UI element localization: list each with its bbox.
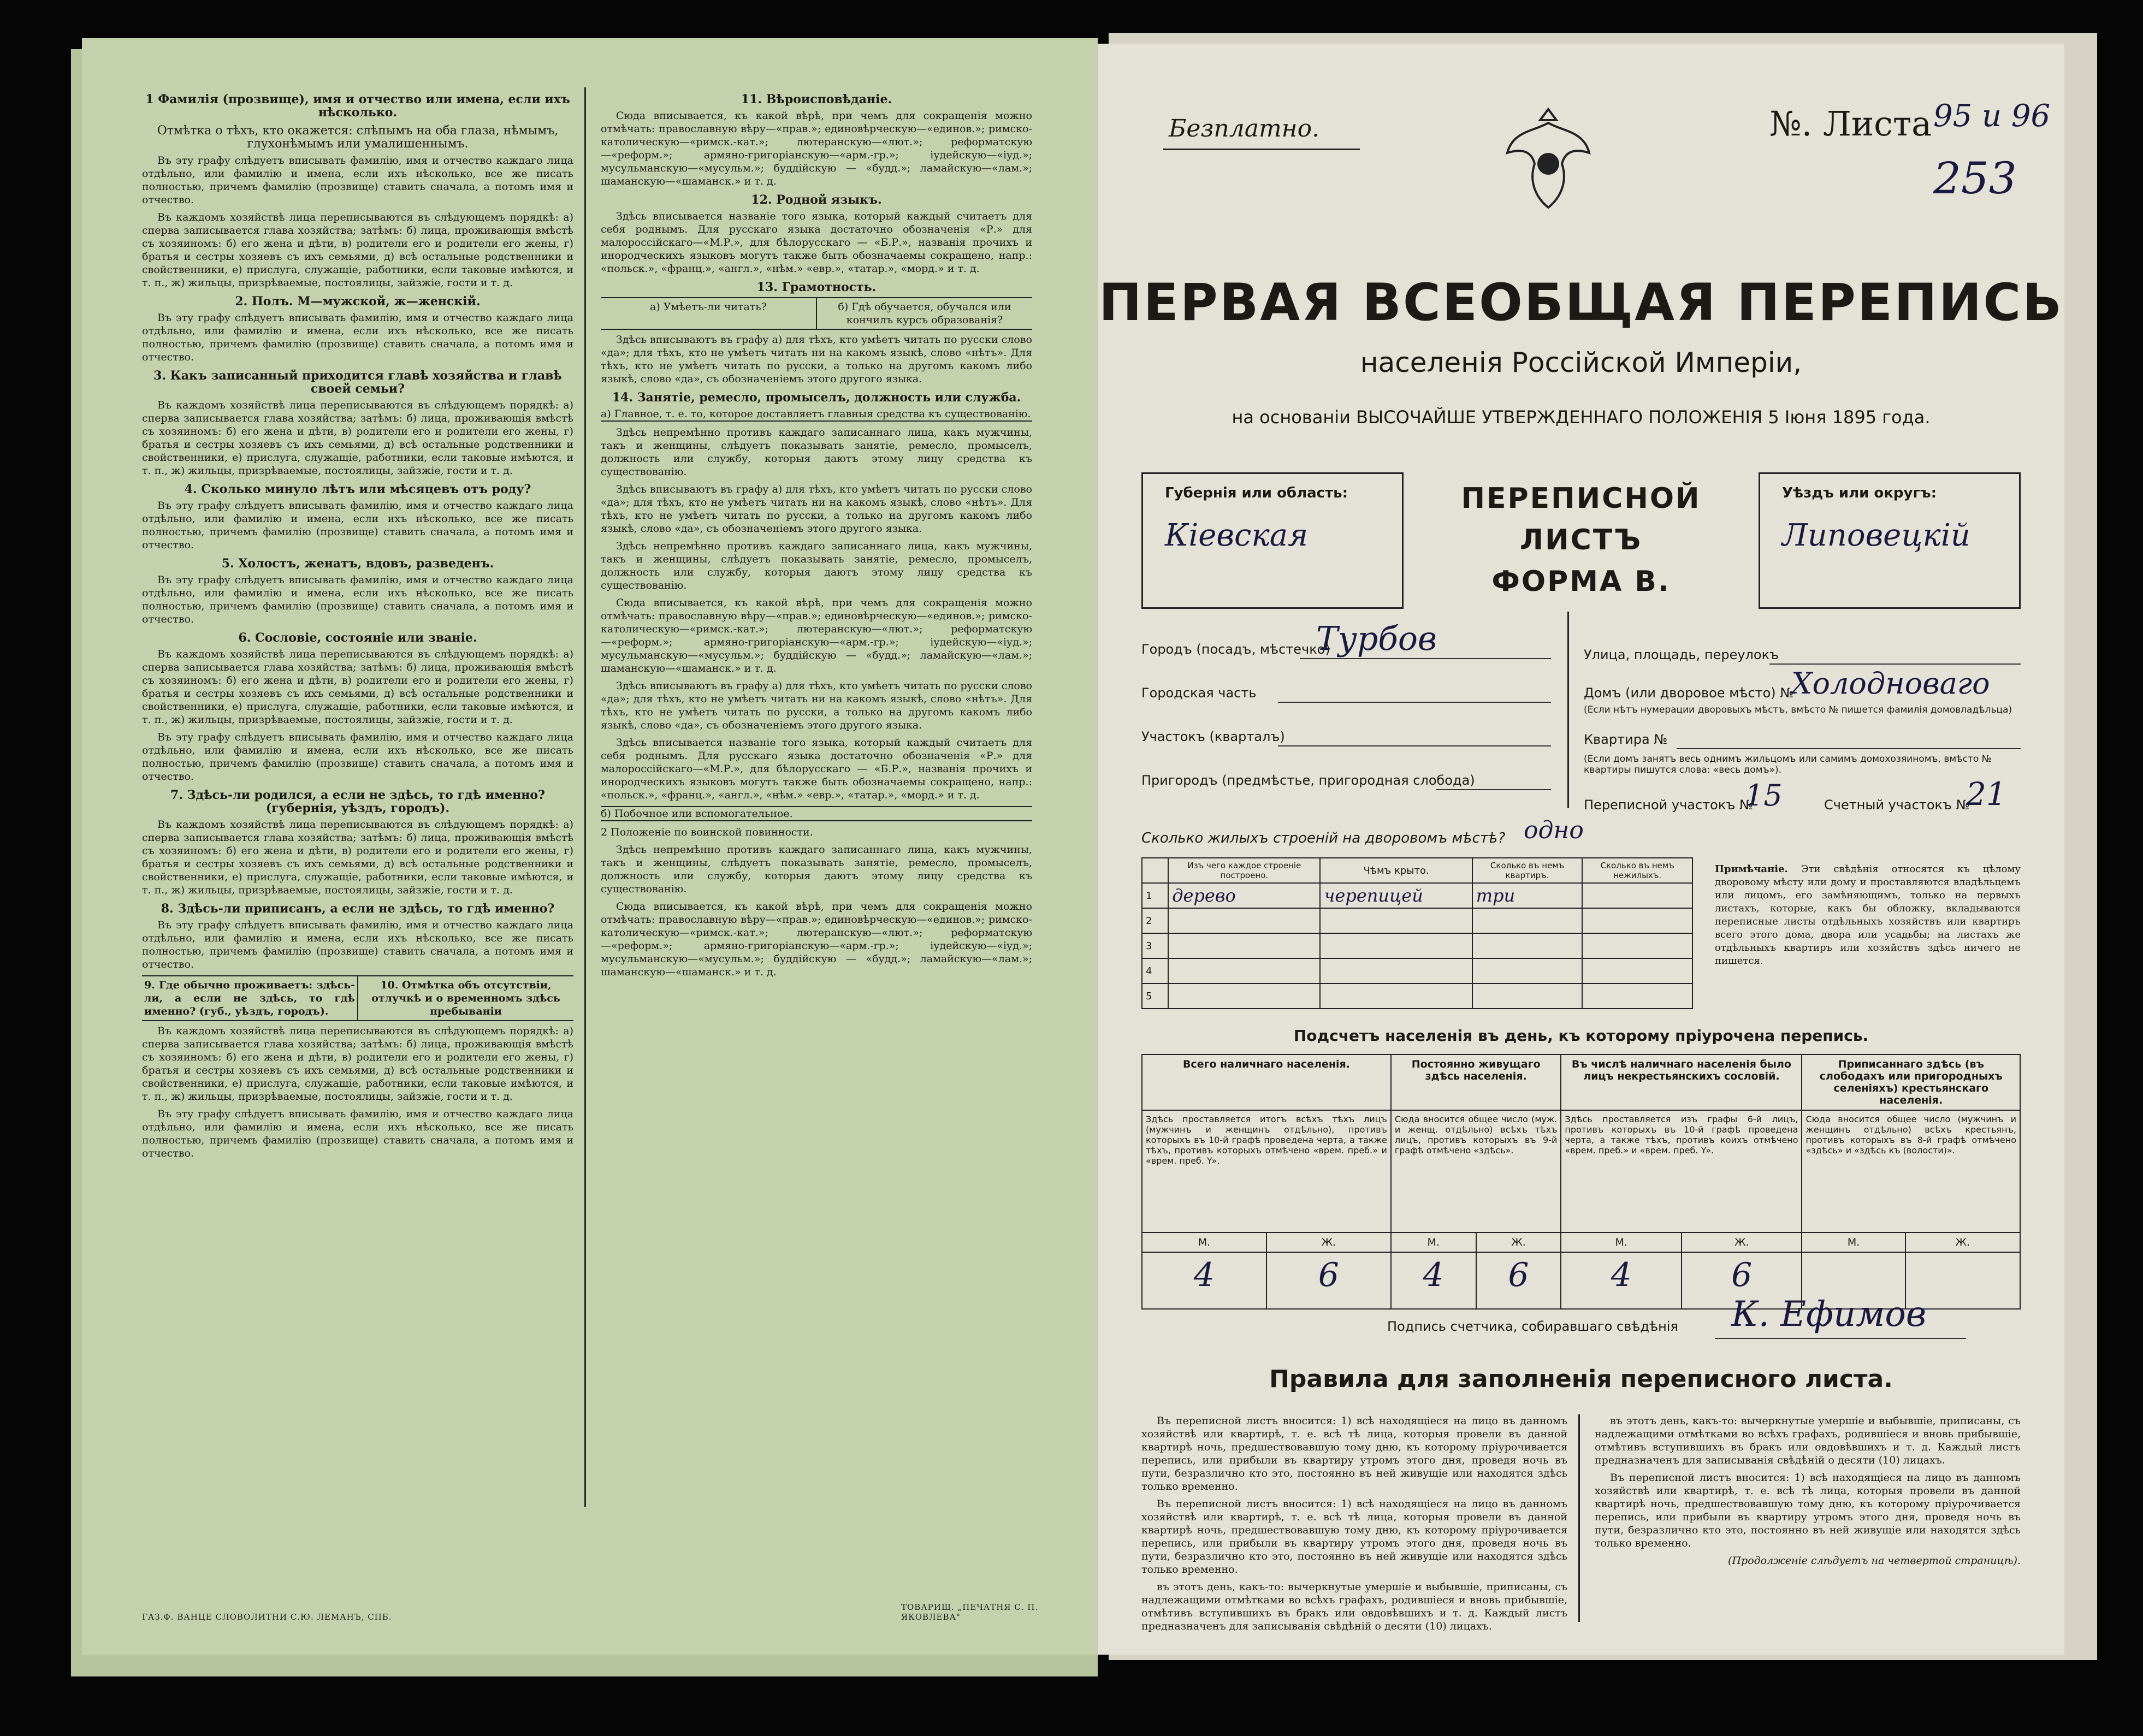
- paragraph: Сюда вписывается, къ какой вѣрѣ, при чемъ для сокращенія можно отмѣчать: православную вѣру—«прав.»; единовѣрческую—«единов.»; римско-католическую—«римск.-кат.»; лютеранскую—«лют.»; реформатскую—«реформ.»; армяно-григоріанскую—«арм.-гр.»; іудейскую—«іуд.»; мусульманскую—«мусульм.»; буддійскую — «будд.»; ламайскую—«лам.»; шаманскую—«шаманск.» и т. д.: [601, 597, 1032, 674]
- uezd-handwritten: Липовецкій: [1782, 518, 1970, 553]
- paragraph: Сюда вписывается, къ какой вѣрѣ, при чемъ для сокращенія можно отмѣчать: православную вѣру—«прав.»; единовѣрческую—«единов.»; римско-католическую—«римск.-кат.»; лютеранскую—«лют.»; реформатскую—«реформ.»; армяно-григоріанскую—«арм.-гр.»; іудейскую—«іуд.»; мусульманскую—«мусульм.»; буддійскую — «будд.»; ламайскую—«лам.»; шаманскую—«шаманск.» и т. д.: [601, 110, 1032, 187]
- paragraph: Сюда вписывается, къ какой вѣрѣ, при чемъ для сокращенія можно отмѣчать: православную вѣру—«прав.»; единовѣрческую—«единов.»; римско-католическую—«римск.-кат.»; лютеранскую—«лют.»; реформатскую—«реформ.»; армяно-григоріанскую—«арм.-гр.»; іудейскую—«іуд.»; мусульманскую—«мусульм.»; буддійскую — «будд.»; ламайскую—«лам.»; шаманскую—«шаманск.» и т. д.: [601, 900, 1032, 978]
- count-cell: 6: [1682, 1252, 1802, 1309]
- female-label: Ж.: [1476, 1233, 1561, 1252]
- left-column-1: [142, 87, 573, 1164]
- left-column-2: [601, 87, 1032, 983]
- bt-header: Сколько въ немъ квартиръ.: [1472, 858, 1583, 883]
- paragraph: Въ эту графу слѣдуетъ вписывать фамилію, имя и отчество каждаго лица отдѣльно, или фамилію и имена, если ихъ нѣсколько, все же писать полностью, причемъ фамилію (прозвище) ставить сначала, а потомъ имя и отчество.: [142, 1108, 573, 1159]
- count-sector-label: Счетный участокъ №: [1824, 797, 1970, 813]
- paragraph: Здѣсь вписывается названіе того языка, который каждый считаетъ для себя роднымъ. Для русскаго языка достаточно обозначенія «Р.» для малороссійскаго—«М.Р.», для бѣлорусскаго — «Б.Р.», названія прочихъ и инородческихъ языковъ могутъ также быть обозначаемы сокращено, напр.: «польск.», «франц.», «англ.», «нѣм.» «евр.», «татар.», «морд.» и т. д.: [601, 210, 1032, 275]
- house-label: Домъ (или дворовое мѣсто) №: [1584, 685, 1794, 701]
- apartment-line: [1677, 748, 2021, 749]
- sector-label: Участокъ (кварталъ): [1141, 729, 1285, 744]
- paragraph: Здѣсь вписываютъ въ графу а) для тѣхъ, кто умѣетъ читать по русски слово «да»; для тѣхъ, кто не умѣетъ читать ни на какомъ языкѣ, слово «нѣтъ». Для тѣхъ, кто не умѣетъ читать по русски, а только на другомъ какомъ либо языкѣ, слово «да», съ обозначеніемъ этого другого языка.: [601, 483, 1032, 535]
- table-row: [1142, 933, 1692, 958]
- rules-paragraph: въ этотъ день, какъ-то: вычеркнутые умершіе и выбывшіе, приписаны, съ надлежащими отмѣтками во всѣхъ графахъ, родившіеся и вновь прибывшіе, отмѣтивъ вступившихъ въ бракъ или овдовѣвшихъ и т. д. Каждый листъ предназначенъ для записыванія свѣдѣній о десяти (10) лицахъ.: [1595, 1415, 2021, 1466]
- apartment-note: (Если домъ занятъ весь однимъ жильцомъ или самимъ домохозяиномъ, вмѣсто № квартиры пишутся слова: «весь домъ»).: [1584, 754, 1992, 775]
- paragraph: Въ эту графу слѣдуетъ вписывать фамилію, имя и отчество каждаго лица отдѣльно, или фамилію и имена, если ихъ нѣсколько, все же писать полностью, причемъ фамилію (прозвище) ставить сначала, а потомъ имя и отчество.: [142, 155, 573, 206]
- population-count-title: Подсчетъ населенія въ день, къ которому пріурочена перепись.: [1293, 1027, 1869, 1045]
- rules-paragraph: Въ переписной листъ вносится: 1) всѣ находящіеся на лицо въ данномъ хозяйствѣ или квартирѣ, т. е. всѣ тѣ лица, которыя провели въ данной квартирѣ ночь, предшествовавшую тому дню, къ которому пріурочивается перепись, или прибыли въ квартиру утромъ этого дня, проведя ночь въ пути, безразлично кто это, постоянно въ ней живущіе или находятся здѣсь только временно.: [1141, 1415, 1567, 1492]
- note-text: Эти свѣдѣнія относятся къ цѣлому дворовому мѣсту или дому и проставляются владѣльцемъ или лицомъ, его замѣняющимъ, только на первыхъ листахъ, которые, какъ бы обложку, вкладываются переписные листы отдѣльныхъ хозяйствъ или квартиръ всего этого дома, двора или усадьбы; на листахъ же отдѣльныхъ квартиръ или хозяйствъ здѣсь ничего не пишется.: [1715, 863, 2021, 967]
- note-title: Примѣчаніе.: [1715, 863, 1788, 875]
- city-part-label: Городская часть: [1141, 685, 1257, 701]
- apartments-cell: три: [1472, 883, 1583, 908]
- heading-5: 5. Холостъ, женатъ, вдовъ, разведенъ.: [221, 556, 494, 571]
- form-title-main: ПЕРЕПИСНОЙ ЛИСТЪ: [1461, 482, 1701, 556]
- heading-14: 14. Занятіе, ремесло, промыселъ, должность или служба.: [612, 390, 1021, 405]
- heading-3: 3. Какъ записанный приходится главѣ хозяйства и главѣ своей семьи?: [153, 369, 562, 396]
- heading-14a: а) Главное, т. е. то, которое доставляетъ главныя средства къ существованію.: [601, 407, 1032, 422]
- buildings-table: [1141, 857, 1693, 1009]
- left-page: [82, 38, 1098, 1655]
- population-count-table: [1141, 1054, 2021, 1310]
- paragraph: Здѣсь вписываютъ въ графу а) для тѣхъ, кто умѣетъ читать по русски слово «да»; для тѣхъ, кто не умѣетъ читать ни на какомъ языкѣ, слово «нѣтъ». Для тѣхъ, кто не умѣетъ читать по русски, а только на другомъ какомъ либо языкѣ, слово «да», съ обозначеніемъ этого другого языка.: [601, 334, 1032, 385]
- paragraph: Въ каждомъ хозяйствѣ лица переписываются въ слѣдующемъ порядкѣ: а) сперва записывается глава хозяйства; затѣмъ: б) лица, проживающія вмѣстѣ съ хозяиномъ: б) его жена и дѣти, в) родители его и родители его жены, г) братья и сестры хозяевъ съ ихъ семьями, д) всѣ остальные родственники и свойственники, е) прислуга, служащіе, работники, если таковые имѣются, и т. п., ж) жильцы, призрѣваемые, постоялицы, зайзжіе, гости и т. д.: [142, 1025, 573, 1103]
- paragraph: Здѣсь непремѣнно противъ каждаго записаннаго лица, какъ мужчины, такъ и женщины, слѣдуетъ показывать занятіе, ремесло, промыселъ, должность или службу, которыя даютъ этому лицу средства къ существованію.: [601, 540, 1032, 591]
- heading-12: 12. Родной языкъ.: [751, 193, 882, 207]
- female-label: Ж.: [1682, 1233, 1802, 1252]
- uezd-label: Уѣздъ или округъ:: [1782, 485, 1937, 501]
- row-number: 5: [1142, 983, 1168, 1009]
- heading-1b: Отмѣтка о тѣхъ, кто окажется: слѣпымъ на оба глаза, нѣмымъ, глухонѣмымъ или умалишеннымъ.: [157, 124, 559, 151]
- female-label: Ж.: [1905, 1233, 2020, 1252]
- house-handwritten: Холодноваго: [1791, 666, 1990, 701]
- address-divider: [1567, 612, 1569, 808]
- paragraph: Здѣсь непремѣнно противъ каждаго записаннаго лица, какъ мужчины, такъ и женщины, слѣдуетъ показывать занятіе, ремесло, промыселъ, должность или службу, которыя даютъ этому лицу средства къ существованію.: [601, 844, 1032, 895]
- table-row: [1142, 958, 1692, 983]
- heading-14c: 2 Положеніе по воинской повинности.: [601, 826, 813, 838]
- heading-13a: а) Умѣетъ-ли читать?: [601, 298, 817, 329]
- table-row: [1142, 983, 1692, 1009]
- apartment-label: Квартира №: [1584, 732, 1668, 747]
- paragraph: Въ эту графу слѣдуетъ вписывать фамилію, имя и отчество каждаго лица отдѣльно, или фамилію и имена, если ихъ нѣсколько, все же писать полностью, причемъ фамилію (прозвище) ставить сначала, а потомъ имя и отчество.: [142, 731, 573, 783]
- male-label: М.: [1802, 1233, 1905, 1252]
- male-label: М.: [1561, 1233, 1682, 1252]
- row-number: 1: [1142, 883, 1168, 908]
- pt-desc-row: [1142, 1110, 2020, 1233]
- heading-9: 9. Где обычно проживаетъ: здѣсь-ли, а если не здѣсь, то гдѣ именно? (губ., уѣздъ, городъ).: [142, 976, 358, 1020]
- count-cell: 6: [1266, 1252, 1391, 1309]
- suburb-line: [1436, 789, 1551, 790]
- signature-line: [1715, 1338, 1966, 1339]
- pt-header: Постоянно живущаго здѣсь населенія.: [1391, 1054, 1561, 1110]
- gubernia-label: Губернія или область:: [1165, 485, 1348, 501]
- census-sector-handwritten: 15: [1745, 778, 1783, 813]
- count-cell: 4: [1391, 1252, 1476, 1309]
- buildings-table-header: [1142, 858, 1692, 883]
- house-note: (Если нѣтъ нумерации дворовыхъ мѣстъ, вмѣсто № пишется фамилія домовладѣльца): [1584, 704, 2012, 715]
- paragraph: Здѣсь вписываютъ въ графу а) для тѣхъ, кто умѣетъ читать по русски слово «да»; для тѣхъ, кто не умѣетъ читать ни на какомъ языкѣ, слово «нѣтъ». Для тѣхъ, кто не умѣетъ читать по русски, а только на другомъ какомъ либо языкѣ, слово «да», съ обозначеніемъ этого другого языка.: [601, 680, 1032, 731]
- pt-header-row: [1142, 1054, 2020, 1110]
- columns-9-10: [142, 975, 573, 1021]
- paragraph: Въ каждомъ хозяйствѣ лица переписываются въ слѣдующемъ порядкѣ: а) сперва записывается глава хозяйства; затѣмъ: б) лица, проживающія вмѣстѣ съ хозяиномъ: б) его жена и дѣти, в) родители его и родители его жены, г) братья и сестры хозяевъ съ ихъ семьями, д) всѣ остальные родственники и свойственники, е) прислуга, служащіе, работники, если таковые имѣются, и т. п., ж) жильцы, призрѣваемые, постоялицы, зайзжіе, гости и т. д.: [142, 819, 573, 896]
- paragraph: Здѣсь непремѣнно противъ каждаго записаннаго лица, какъ мужчины, такъ и женщины, слѣдуетъ показывать занятіе, ремесло, промыселъ, должность или службу, которыя даютъ этому лицу средства къ существованію.: [601, 426, 1032, 478]
- free-underline: [1163, 149, 1360, 150]
- heading-13: 13. Грамотность.: [756, 280, 877, 294]
- page-title: ПЕРВАЯ ВСЕОБЩАЯ ПЕРЕПИСЬ: [1098, 273, 2064, 333]
- page-subtitle-2: на основаніи ВЫСОЧАЙШЕ УТВЕРЖДЕННАГО ПОЛОЖЕНІЯ 5 Іюня 1895 года.: [1232, 407, 1931, 428]
- rules-paragraph: въ этотъ день, какъ-то: вычеркнутые умершіе и выбывшіе, приписаны, съ надлежащими отмѣтками во всѣхъ графахъ, родившіеся и вновь прибывшіе, отмѣтивъ вступившихъ въ бракъ или овдовѣвшихъ и т. д. Каждый листъ предназначенъ для записыванія свѣдѣній о десяти (10) лицахъ.: [1141, 1581, 1567, 1632]
- row-number: 3: [1142, 933, 1168, 958]
- city-line: [1300, 658, 1551, 659]
- heading-10: 10. Отмѣтка объ отсутствіи, отлучкѣ и о временномъ здѣсь пребываніи: [371, 979, 560, 1017]
- archive-number-handwritten: 253: [1933, 153, 2017, 204]
- row-number: 2: [1142, 908, 1168, 933]
- count-cell: 4: [1561, 1252, 1682, 1309]
- count-cell: 6: [1476, 1252, 1561, 1309]
- pt-mz-row: [1142, 1233, 2020, 1252]
- paragraph: Въ эту графу слѣдуетъ вписывать фамилію, имя и отчество каждаго лица отдѣльно, или фамилію и имена, если ихъ нѣсколько, все же писать полностью, причемъ фамилію (прозвище) ставить сначала, а потомъ имя и отчество.: [142, 500, 573, 551]
- female-label: Ж.: [1266, 1233, 1391, 1252]
- rules-column-1: [1141, 1414, 1567, 1637]
- paragraph: Въ каждомъ хозяйствѣ лица переписываются въ слѣдующемъ порядкѣ: а) сперва записывается глава хозяйства; затѣмъ: б) лица, проживающія вмѣстѣ съ хозяиномъ: б) его жена и дѣти, в) родители его и родители его жены, г) братья и сестры хозяевъ съ ихъ семьями, д) всѣ остальные родственники и свойственники, е) прислуга, служащіе, работники, если таковые имѣются, и т. п., ж) жильцы, призрѣваемые, постоялицы, зайзжіе, гости и т. д.: [142, 648, 573, 726]
- form-title-sub: ФОРМА В.: [1491, 565, 1671, 598]
- rules-continued: (Продолженіе слѣдуетъ на четвертой страницѣ).: [1728, 1555, 2021, 1567]
- gubernia-box: [1141, 472, 1404, 609]
- paragraph: Здѣсь вписывается названіе того языка, который каждый считаетъ для себя роднымъ. Для русскаго языка достаточно обозначенія «Р.» для малороссійскаго—«М.Р.», для бѣлорусскаго — «Б.Р.», названія прочихъ и инородческихъ языковъ могутъ также быть обозначаемы сокращено, напр.: «польск.», «франц.», «англ.», «нѣм.» «евр.», «татар.», «морд.» и т. д.: [601, 737, 1032, 801]
- signature-label: Подпись счетчика, собиравшаго свѣдѣнія: [1387, 1319, 1678, 1334]
- pt-header: Въ числѣ наличнаго населенія было лицъ некрестьянскихъ сословій.: [1561, 1054, 1802, 1110]
- buildings-note: [1715, 863, 2021, 968]
- pt-desc: Сюда вносится общее число (мужчинъ и женщинъ отдѣльно) всѣхъ крестьянъ, противъ которыхъ въ 8-й графѣ отмѣчено «здѣсь» и «здѣсь къ (волости)».: [1802, 1110, 2020, 1233]
- heading-11: 11. Вѣроисповѣданіе.: [741, 92, 892, 106]
- sector-line: [1278, 745, 1551, 746]
- male-label: М.: [1391, 1233, 1476, 1252]
- pt-header: Всего наличнаго населенія.: [1142, 1054, 1391, 1110]
- material-cell: дерево: [1168, 883, 1320, 908]
- paragraph: Въ эту графу слѣдуетъ вписывать фамилію, имя и отчество каждаго лица отдѣльно, или фамилію и имена, если ихъ нѣсколько, все же писать полностью, причемъ фамилію (прозвище) ставить сначала, а потомъ имя и отчество.: [142, 312, 573, 363]
- rules-divider: [1578, 1414, 1580, 1622]
- buildings-handwritten: одно: [1524, 816, 1584, 844]
- heading-7: 7. Здѣсь-ли родился, а если не здѣсь, то гдѣ именно? (губернія, уѣздъ, городъ).: [170, 788, 545, 815]
- table-row: [1142, 908, 1692, 933]
- pt-desc: Здѣсь проставляется изъ графы 6-й лицъ, противъ которыхъ въ 10-й графѣ проведена черта, а также тѣхъ, противъ коихъ отмѣчено «врем. преб.» и «врем. преб. Y».: [1561, 1110, 1802, 1233]
- sheet-number-handwritten: 95 и 96: [1933, 98, 2051, 134]
- heading-4: 4. Сколько минуло лѣтъ или мѣсяцевъ отъ роду?: [184, 482, 531, 496]
- sheet-number-label: №. Листа: [1769, 104, 1932, 144]
- bt-header: Чѣмъ крыто.: [1320, 858, 1472, 883]
- pt-desc: Здѣсь проставляется итогъ всѣхъ тѣхъ лицъ (мужчинъ и женщинъ отдѣльно), противъ которыхъ въ 10-й графѣ проведена черта, а также тѣхъ, противъ которыхъ отмѣчено «врем. преб.» и «врем. преб. Y».: [1142, 1110, 1391, 1233]
- rules-column-2: [1595, 1414, 2021, 1567]
- city-part-line: [1278, 702, 1551, 703]
- city-label: Городъ (посадъ, мѣстечко): [1141, 642, 1330, 657]
- count-cell: 4: [1142, 1252, 1266, 1309]
- double-eagle-emblem: [1502, 98, 1595, 213]
- nonresidential-cell: [1582, 883, 1692, 908]
- heading-1: 1 Фамилія (прозвище), имя и отчество или имена, если ихъ нѣсколько.: [145, 92, 570, 120]
- count-sector-handwritten: 21: [1966, 775, 2006, 813]
- street-label: Улица, площадь, переулокъ: [1584, 647, 1779, 662]
- signature-handwritten: К. Ефимов: [1731, 1294, 1927, 1335]
- heading-13b: б) Гдѣ обучается, обучался или кончилъ курсъ образованія?: [838, 301, 1011, 326]
- uezd-box: [1759, 472, 2021, 609]
- heading-14b: б) Побочное или вспомогательное.: [601, 806, 1032, 821]
- row-number: 4: [1142, 958, 1168, 983]
- bt-header: Изъ чего каждое строеніе построено.: [1168, 858, 1320, 883]
- right-page: [1098, 44, 2064, 1655]
- paragraph: Въ эту графу слѣдуетъ вписывать фамилію, имя и отчество каждаго лица отдѣльно, или фамилію и имена, если ихъ нѣсколько, все же писать полностью, причемъ фамилію (прозвище) ставить сначала, а потомъ имя и отчество.: [142, 919, 573, 970]
- male-label: М.: [1142, 1233, 1266, 1252]
- rules-paragraph: Въ переписной листъ вносится: 1) всѣ находящіеся на лицо въ данномъ хозяйствѣ или квартирѣ, т. е. всѣ тѣ лица, которыя провели въ данной квартирѣ ночь, предшествовавшую тому дню, къ которому пріурочивается перепись, или прибыли въ квартиру утромъ этого дня, проведя ночь въ пути, безразлично кто это, постоянно въ ней живущіе или находятся здѣсь только временно.: [1595, 1472, 2021, 1549]
- city-handwritten: Турбов: [1316, 620, 1437, 658]
- form-title: [1404, 478, 1759, 602]
- table-row: [1142, 883, 1692, 908]
- paragraph: Въ каждомъ хозяйствѣ лица переписываются въ слѣдующемъ порядкѣ: а) сперва записывается глава хозяйства; затѣмъ: б) лица, проживающія вмѣстѣ съ хозяиномъ: б) его жена и дѣти, в) родители его и родители его жены, г) братья и сестры хозяевъ съ ихъ семьями, д) всѣ остальные родственники и свойственники, е) прислуга, служащіе, работники, если таковые имѣются, и т. п., ж) жильцы, призрѣваемые, постоялицы, зайзжіе, гости и т. д.: [142, 211, 573, 289]
- pt-desc: Сюда вносится общее число (муж. и женщ. отдѣльно) всѣхъ тѣхъ лицъ, противъ которыхъ въ 9-й графѣ отмѣчено «здѣсь».: [1391, 1110, 1561, 1233]
- rules-title: Правила для заполненія переписного листа.: [1269, 1365, 1893, 1393]
- suburb-label: Пригородъ (предмѣстье, пригородная слобода): [1141, 773, 1475, 788]
- census-sector-label: Переписной участокъ №: [1584, 797, 1753, 813]
- literacy-header: [601, 297, 1032, 330]
- heading-6: 6. Сословіе, состояніе или званіе.: [238, 631, 477, 645]
- heading-2: 2. Полъ. М—мужской, ж—женскій.: [235, 294, 481, 309]
- buildings-label: Сколько жилыхъ строеній на дворовомъ мѣстѣ?: [1141, 830, 1506, 846]
- heading-8: 8. Здѣсь-ли приписанъ, а если не здѣсь, то гдѣ именно?: [161, 902, 555, 916]
- paragraph: Въ каждомъ хозяйствѣ лица переписываются въ слѣдующемъ порядкѣ: а) сперва записывается глава хозяйства; затѣмъ: б) лица, проживающія вмѣстѣ съ хозяиномъ: б) его жена и дѣти, в) родители его и родители его жены, г) братья и сестры хозяевъ съ ихъ семьями, д) всѣ остальные родственники и свойственники, е) прислуга, служащіе, работники, если таковые имѣются, и т. п., ж) жильцы, призрѣваемые, постоялицы, зайзжіе, гости и т. д.: [142, 399, 573, 477]
- column-divider: [584, 87, 586, 1507]
- rules-paragraph: Въ переписной листъ вносится: 1) всѣ находящіеся на лицо въ данномъ хозяйствѣ или квартирѣ, т. е. всѣ тѣ лица, которыя провели въ данной квартирѣ ночь, предшествовавшую тому дню, къ которому пріурочивается перепись, или прибыли въ квартиру утромъ этого дня, проведя ночь въ пути, безразлично кто это, постоянно въ ней живущіе или находятся здѣсь только временно.: [1141, 1498, 1567, 1575]
- roof-cell: черепицей: [1320, 883, 1472, 908]
- pt-header: Приписаннаго здѣсь (въ слободахъ или пригородныхъ селеніяхъ) крестьянскаго населенія.: [1802, 1054, 2020, 1110]
- printer-imprint-left: ГАЗ.Ф. ВАНЦЕ СЛОВОЛИТНИ С.Ю. ЛЕМАНЪ, СПБ.: [142, 1612, 392, 1622]
- bt-header: Сколько въ немъ нежилыхъ.: [1582, 858, 1692, 883]
- gubernia-handwritten: Кіевская: [1165, 518, 1309, 553]
- free-of-charge-label: Безплатно.: [1169, 115, 1320, 143]
- paragraph: Въ эту графу слѣдуетъ вписывать фамилію, имя и отчество каждаго лица отдѣльно, или фамилію и имена, если ихъ нѣсколько, все же писать полностью, причемъ фамилію (прозвище) ставить сначала, а потомъ имя и отчество.: [142, 574, 573, 625]
- street-line: [1769, 663, 2021, 665]
- page-subtitle: населенія Россійской Имперіи,: [1360, 347, 1802, 378]
- printer-imprint-right: ТОВАРИЩ. „ПЕЧАТНЯ С. П. ЯКОВЛЕВА": [901, 1602, 1039, 1622]
